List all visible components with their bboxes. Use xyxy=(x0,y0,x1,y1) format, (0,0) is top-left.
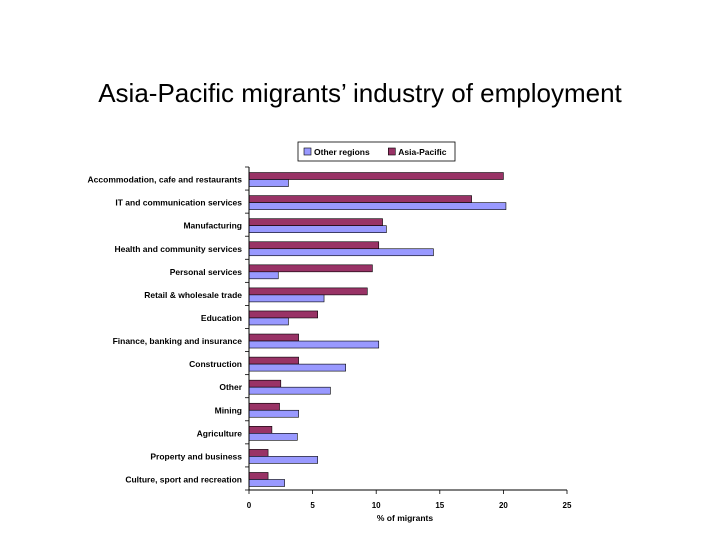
legend-swatch-asia-pacific xyxy=(388,148,395,155)
bar-other-regions xyxy=(249,272,278,279)
category-label: Agriculture xyxy=(196,428,242,439)
bar-other-regions xyxy=(249,295,324,302)
bar-asia-pacific xyxy=(249,242,379,249)
bar-other-regions xyxy=(249,387,330,394)
x-tick-label: 25 xyxy=(562,501,572,510)
bar-asia-pacific xyxy=(249,334,299,341)
bar-other-regions xyxy=(249,203,506,210)
x-tick-label: 15 xyxy=(435,501,445,510)
bar-other-regions xyxy=(249,180,288,187)
bar-asia-pacific xyxy=(249,288,367,295)
category-label: Health and community services xyxy=(114,243,242,254)
category-label: Personal services xyxy=(169,266,242,277)
bar-other-regions xyxy=(249,249,433,256)
bar-other-regions xyxy=(249,433,297,440)
category-label: Finance, banking and insurance xyxy=(112,336,242,347)
bar-asia-pacific xyxy=(249,196,472,203)
category-label: Retail & wholesale trade xyxy=(144,289,242,300)
category-label: Education xyxy=(200,312,242,323)
category-label: Manufacturing xyxy=(183,220,242,231)
x-tick-label: 20 xyxy=(498,501,508,510)
legend-label-other-regions: Other regions xyxy=(314,147,370,157)
x-tick-label: 0 xyxy=(246,501,252,510)
x-tick-label: 10 xyxy=(371,501,381,510)
bar-other-regions xyxy=(249,318,288,325)
legend-swatch-other-regions xyxy=(304,148,311,155)
category-label: Property and business xyxy=(150,451,242,462)
category-label: Construction xyxy=(189,359,242,370)
category-label: Accommodation, cafe and restaurants xyxy=(87,174,242,185)
category-label: IT and communication services xyxy=(115,197,242,208)
bar-asia-pacific xyxy=(249,311,318,318)
chart-bars xyxy=(249,173,506,487)
bar-asia-pacific xyxy=(249,357,299,364)
bar-other-regions xyxy=(249,479,285,486)
legend-label-asia-pacific: Asia-Pacific xyxy=(398,147,447,157)
x-tick-label: 5 xyxy=(310,501,315,510)
slide-title: Asia-Pacific migrants’ industry of employment xyxy=(98,78,622,108)
bar-asia-pacific xyxy=(249,265,372,272)
category-label: Other xyxy=(219,382,242,393)
bar-other-regions xyxy=(249,341,379,348)
bar-asia-pacific xyxy=(249,426,272,433)
chart-category-labels xyxy=(88,175,243,485)
bar-asia-pacific xyxy=(249,380,281,387)
bar-other-regions xyxy=(249,364,346,371)
bar-other-regions xyxy=(249,410,299,417)
bar-asia-pacific xyxy=(249,403,280,410)
bar-other-regions xyxy=(249,226,386,233)
bar-asia-pacific xyxy=(249,449,268,456)
bar-asia-pacific xyxy=(249,173,503,180)
x-axis-label: % of migrants xyxy=(376,513,434,523)
bar-asia-pacific xyxy=(249,219,383,226)
bar-other-regions xyxy=(249,456,318,463)
category-label: Culture, sport and recreation xyxy=(125,474,242,485)
chart-legend xyxy=(298,142,455,161)
bar-asia-pacific xyxy=(249,472,268,479)
category-label: Mining xyxy=(214,405,242,416)
